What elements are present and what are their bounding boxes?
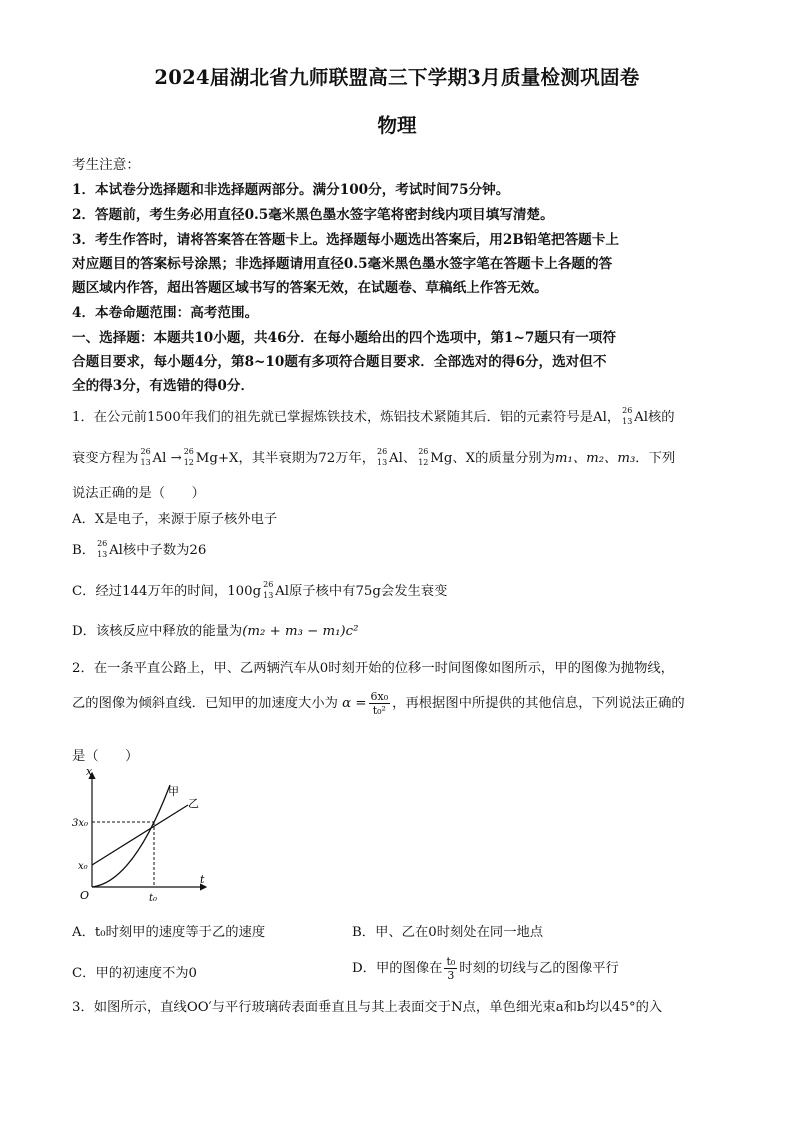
- notice-item-2: 2．答题前，考生务必用直径0.5毫米黑色墨水签字笔将密封线内项目填写清楚。: [72, 207, 554, 223]
- subject-title: 物理: [377, 114, 417, 137]
- q1-line-1: 1．在公元前1500年我们的祖先就已掌握炼铁技术，炼铝技术紧随其后．铝的元素符号是Al， 26 13 Al核的: [72, 405, 675, 426]
- q1-energy-formula: (m₂ + m₃ − m₁)c²: [242, 624, 359, 639]
- q1-option-b: B． 26 13 Al核中子数为26: [72, 538, 207, 559]
- q1-option-a: A．X是电子，来源于原子核外电子: [72, 512, 278, 527]
- q1-masses: m₁、m₂、m₃: [554, 451, 636, 466]
- q1-option-c: C．经过144万年的时间，100g 26 13 Al原子核中有75g会发生衰变: [72, 579, 448, 600]
- notice-item-3-cont2: 题区域内作答，超出答题区域书写的答案无效，在试题卷、草稿纸上作答无效。: [72, 280, 548, 296]
- section-instructions-3: 全的得3分，有选错的得0分．: [72, 378, 255, 394]
- y-tick-3x0: 3x₀: [72, 818, 89, 829]
- section-instructions-1: 一、选择题：本题共10小题，共46分．在每小题给出的四个选项中，第1~7题只有一项符: [72, 330, 616, 346]
- q2-line-2: 乙的图像为倾斜直线．已知甲的加速度大小为 α = $\frac{\text{6x₀}}{\text{t₀²}}$ ，再根据图中所提供的其他信息，下列说法正确的: [72, 690, 685, 717]
- notice-heading: 考生注意：: [72, 157, 140, 173]
- notice-item-3: 3．考生作答时，请将答案答在答题卡上。选择题每小题选出答案后，用2B铅笔把答题卡上: [72, 232, 619, 248]
- q2-option-d: D．甲的图像在 $\frac{\text{t₀}}{3}$ 时刻的切线与乙的图像平行: [352, 955, 619, 982]
- position-time-graph: [72, 765, 218, 905]
- notice-item-1: 1．本试卷分选择题和非选择题两部分。满分100分，考试时间75分钟。: [72, 182, 510, 198]
- x-tick-t0: t₀: [149, 893, 158, 904]
- section-instructions-2: 合题目要求，每小题4分，第8~10题有多项符合题目要求．全部选对的得6分，选对但不: [72, 354, 607, 370]
- notice-item-4: 4．本卷命题范围：高考范围。: [72, 305, 259, 321]
- q1-line-3: 说法正确的是（ ）: [72, 486, 205, 501]
- label-yi: 乙: [188, 797, 199, 810]
- q1-line-2: 衰变方程为 26 13 Al → 26 12 Mg+X，其半衰期为72万年， 26 13 Al、 26 12 Mg、X的质量分别为m₁、m₂、m₃．下列: [72, 446, 676, 467]
- q1-option-d: D．该核反应中释放的能量为(m₂ + m₃ − m₁)c²: [72, 624, 359, 639]
- curve-jia: [92, 785, 170, 887]
- origin-label: O: [80, 889, 90, 902]
- label-jia: 甲: [168, 785, 179, 798]
- x-axis-label: t: [200, 873, 205, 886]
- q2-option-b: B．甲、乙在0时刻处在同一地点: [352, 925, 544, 940]
- q1-stem-1: 1．在公元前1500年我们的祖先就已掌握炼铁技术，炼铝技术紧随其后．铝的元素符号是Al，: [72, 410, 621, 425]
- curve-yi: [92, 805, 188, 865]
- isotope-al26: 26 13: [622, 405, 633, 426]
- acceleration-fraction: $\frac{\text{6x₀}}{\text{t₀²}}$: [370, 690, 389, 717]
- y-tick-x0: x₀: [78, 861, 88, 872]
- q3-line-1: 3．如图所示，直线OO′与平行玻璃砖表面垂直且与其上表面交于N点，单色细光束a和b均以45°的入: [72, 1000, 663, 1015]
- page-title: 2024届湖北省九师联盟高三下学期3月质量检测巩固卷: [154, 66, 640, 89]
- notice-item-3-cont: 对应题目的答案标号涂黑；非选择题请用直径0.5毫米黑色墨水签字笔在答题卡上各题的答: [72, 256, 613, 272]
- y-axis-label: x: [86, 765, 93, 778]
- q2-option-a: A．t₀时刻甲的速度等于乙的速度: [72, 925, 266, 940]
- q2-option-c: C．甲的初速度不为0: [72, 966, 198, 981]
- q2-line-3: 是（ ）: [72, 749, 139, 764]
- q2-line-1: 2．在一条平直公路上，甲、乙两辆汽车从0时刻开始的位移一时间图像如图所示，甲的图像为抛物线，: [72, 661, 674, 676]
